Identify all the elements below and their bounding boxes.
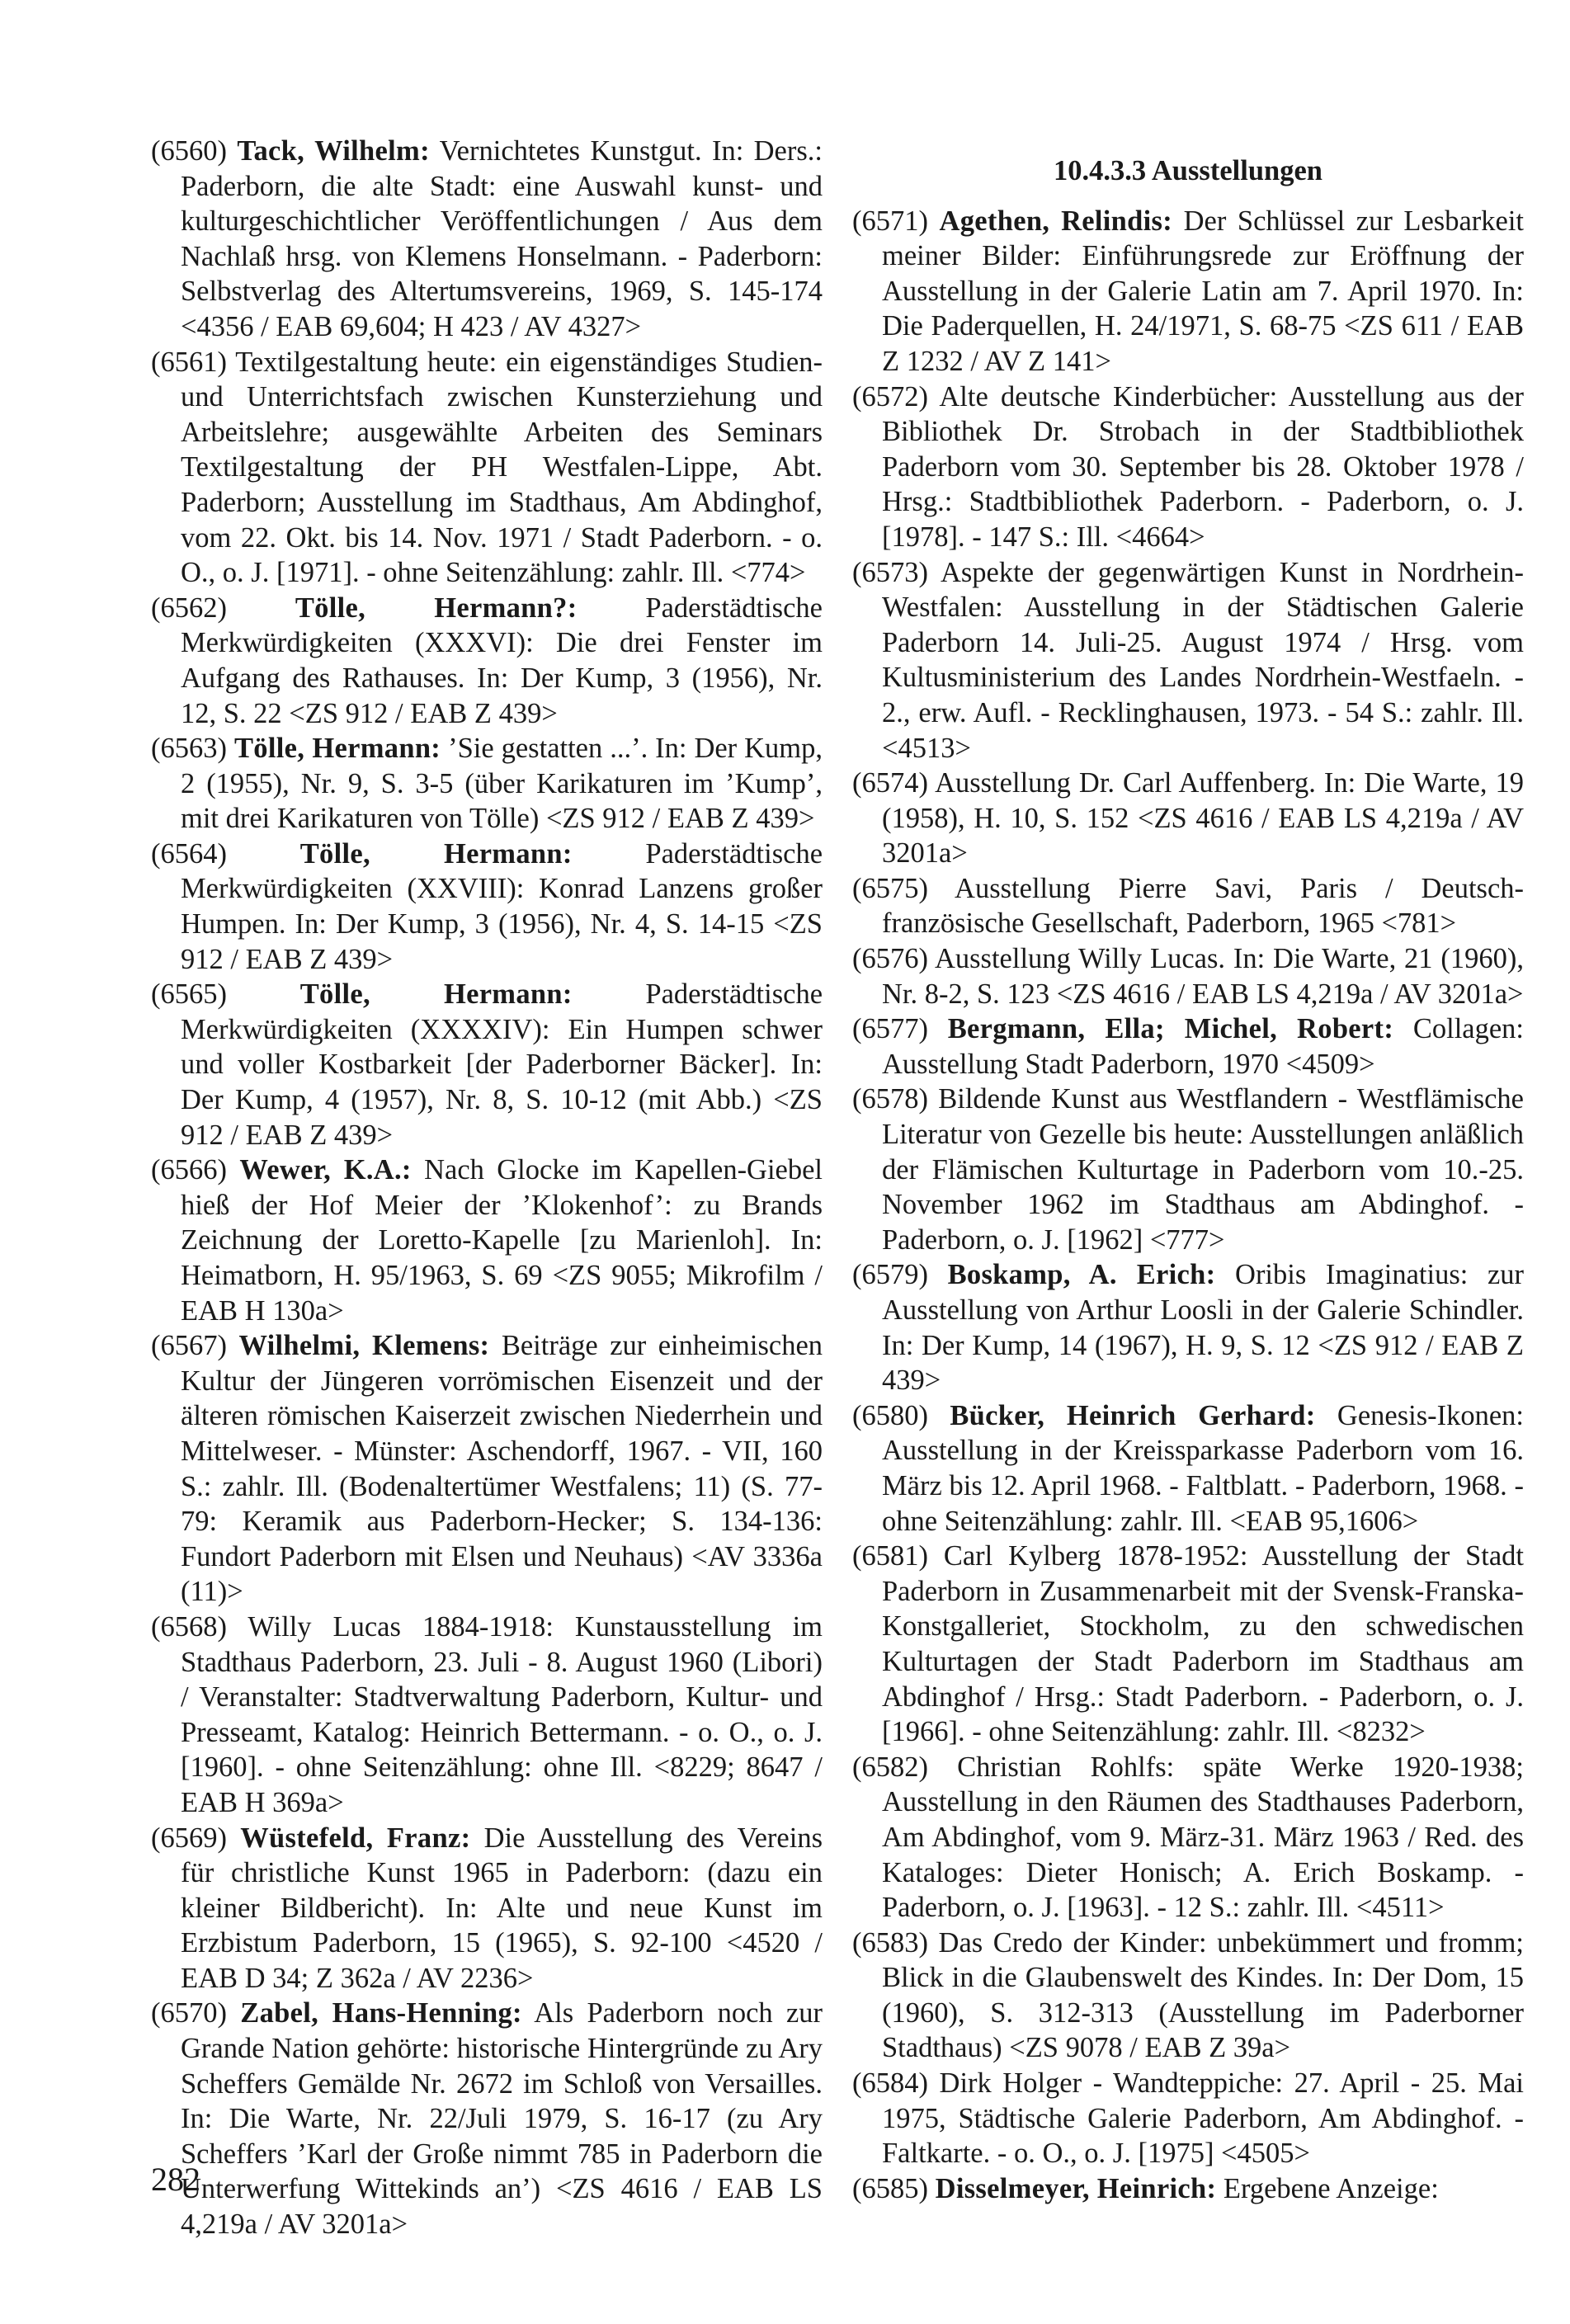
bibliography-entry (852, 2171, 1524, 2207)
bibliography-entry (852, 1398, 1524, 1539)
entry-author: Bücker, Heinrich Gerhard: (950, 1399, 1316, 1431)
entry-text: Christian Rohlfs: späte Werke 1920-1938; Ausstellung in den Räumen des Stadthauses Paderborn, Am Abdinghof, vom 9. März-31. März 1963 / Red. des Kataloges: Dieter Honisch; A. Erich Boskamp. - Paderborn, o. J. [1963]. - 12 S.: zahlr. Ill. <4511> (882, 1751, 1525, 1924)
entry-text: Bildende Kunst aus Westflandern - Westflämische Literatur von Gezelle bis heute: Ausstellungen anläßlich der Flämischen Kulturtage in Paderborn vom 10.-25. November 1962 im Stadthaus am Abdinghof. - Paderborn, o. J. [1962] <777> (882, 1083, 1524, 1256)
entry-text: Paderstädtische Merkwürdigkeiten (XXVIII): Konrad Lanzens großer Humpen. In: Der Kump, 3 (1956), Nr. 4, S. 14-15 <ZS 912 / EAB Z 439> (181, 837, 823, 975)
entry-number: (6563) (151, 733, 227, 765)
entry-number: (6568) (151, 1610, 227, 1643)
entry-number: (6561) (151, 346, 227, 378)
bibliography-entry (151, 1610, 823, 1821)
entry-text: Vernichtetes Kunstgut. In: Ders.: Paderborn, die alte Stadt: eine Auswahl kunst- und kulturgeschichtlicher Veröffentlichungen / Aus dem Nachlaß hrsg. von Klemens Honselmann. - Paderborn: Selbstverlag des Altertumsvereins, 1969, S. 145-174 <4356 / EAB 69,604; H 423 / AV 4327> (181, 135, 823, 342)
bibliography-entry (852, 555, 1524, 766)
bibliography-entry (852, 1750, 1524, 1926)
bibliography-entry (151, 1821, 823, 1996)
entry-text: Collagen: Ausstellung Stadt Paderborn, 1970 <4509> (882, 1013, 1525, 1080)
entry-author: Wilhelmi, Klemens: (238, 1330, 490, 1362)
entry-text: Das Credo der Kinder: unbekümmert und fromm; Blick in die Glaubenswelt des Kindes. In: Der Dom, 15 (1960), S. 312-313 (Ausstellung im Paderborner Stadthaus) <ZS 9078 / EAB Z 39a> (882, 1926, 1525, 2064)
entry-number: (6580) (852, 1399, 928, 1431)
bibliography-entry (151, 1328, 823, 1610)
bibliography-entry (852, 204, 1524, 379)
bibliography-entry (852, 1082, 1524, 1257)
bibliography-entry (151, 837, 823, 977)
entry-number: (6565) (151, 978, 227, 1011)
entry-text: Beiträge zur einheimischen Kultur der Jüngeren vorrömischen Eisenzeit und der älteren römischen Kaiserzeit zwischen Niederrhein und Mittelweser. - Münster: Aschendorff, 1967. - VII, 160 S.: zahlr. Ill. (Bodenaltertümer Westfalens; 11) (S. 77-79: Keramik aus Paderborn-Hecker; S. 134-136: Fundort Paderborn mit Elsen und Neuhaus) <AV 3336a (11)> (181, 1330, 823, 1608)
entry-number: (6574) (852, 767, 928, 799)
entry-text: Paderstädtische Merkwürdigkeiten (XXXVI): Die drei Fenster im Aufgang des Rathauses. In: Der Kump, 3 (1956), Nr. 12, S. 22 <ZS 912 / EAB Z 439> (181, 592, 823, 729)
entry-number: (6573) (852, 556, 928, 588)
bibliography-entry (852, 1926, 1524, 2066)
bibliography-entry (852, 2066, 1524, 2171)
entry-author: Wüstefeld, Franz: (240, 1822, 471, 1854)
bibliography-entry (151, 1996, 823, 2242)
entry-number: (6567) (151, 1330, 227, 1362)
entry-number: (6571) (852, 205, 928, 237)
entry-number: (6578) (852, 1083, 928, 1115)
entry-author: Tölle, Hermann: (299, 837, 573, 870)
section-heading: 10.4.3.3 Ausstellungen (1054, 155, 1322, 186)
bibliography-entry (151, 345, 823, 591)
entry-number: (6569) (151, 1822, 227, 1854)
entry-text: Nach Glocke im Kapellen-Giebel hieß der Hof Meier der ’Klokenhof’: zu Brands Zeichnung der Loretto-Kapelle [zu Marienloh]. In: Heimatborn, H. 95/1963, S. 69 <ZS 9055; Mikrofilm / EAB H 130a> (181, 1154, 823, 1327)
bibliography-entry (852, 871, 1524, 941)
entry-number: (6566) (151, 1154, 227, 1186)
entry-number: (6584) (852, 2067, 928, 2100)
bibliography-entry (852, 1011, 1524, 1082)
entry-text: Aspekte der gegenwärtigen Kunst in Nordrhein-Westfalen: Ausstellung in der Städtischen Galerie Paderborn 14. Juli-25. August 1974 / Hrsg. vom Kultusministerium des Landes Nordrhein-Westfaeln. - 2., erw. Aufl. - Recklinghausen, 1973. - 54 S.: zahlr. Ill. <4513> (882, 556, 1524, 764)
entry-author: Tack, Wilhelm: (237, 135, 430, 167)
entry-text: Ergebene Anzeige: (1223, 2172, 1439, 2204)
entry-text: Carl Kylberg 1878-1952: Ausstellung der Stadt Paderborn in Zusammenarbeit mit der Svensk-Franska-Konstgalleriet, Stockholm, zu den schwedischen Kulturtagen der Stadt Paderborn im Stadthaus am Abdinghof / Hrsg.: Stadt Paderborn. - Paderborn, o. J. [1966]. - ohne Seitenzählung: zahlr. Ill. <8232> (882, 1540, 1524, 1748)
entry-number: (6582) (852, 1751, 928, 1783)
entry-author: Disselmeyer, Heinrich: (935, 2172, 1217, 2204)
entry-author: Boskamp, A. Erich: (947, 1259, 1216, 1291)
entry-text: ’Sie gestatten ...’. In: Der Kump, 2 (1955), Nr. 9, S. 3-5 (über Karikaturen im ’Kump’, mit drei Karikaturen von Tölle) <ZS 912 / EAB Z 439> (181, 733, 823, 835)
bibliography-entry (852, 766, 1524, 871)
bibliography-entry (852, 941, 1524, 1011)
entry-text: Textilgestaltung heute: ein eigenständiges Studien- und Unterrichtsfach zwischen Kunsterziehung und Arbeitslehre; ausgewählte Arbeiten des Seminars Textilgestaltung der PH Westfalen-Lippe, Abt. Paderborn; Ausstellung im Stadthaus, Am Abdinghof, vom 22. Okt. bis 14. Nov. 1971 / Stadt Paderborn. - o. O., o. J. [1971]. - ohne Seitenzählung: zahlr. Ill. <774> (181, 346, 823, 589)
entry-text: Ausstellung Willy Lucas. In: Die Warte, 21 (1960), Nr. 8-2, S. 123 <ZS 4616 / EAB LS 4,219a / AV 3201a> (882, 943, 1524, 1010)
entry-number: (6576) (852, 943, 928, 975)
bibliography-entry (151, 977, 823, 1153)
bibliography-entry (151, 1153, 823, 1328)
entry-text: Genesis-Ikonen: Ausstellung in der Kreissparkasse Paderborn vom 16. März bis 12. April 1968. - Faltblatt. - Paderborn, 1968. - ohne Seitenzählung: zahlr. Ill. <EAB 95,1606> (882, 1399, 1525, 1537)
entry-number: (6575) (852, 872, 928, 904)
entry-author: Tölle, Hermann: (299, 978, 573, 1011)
entry-text: Als Paderborn noch zur Grande Nation gehörte: historische Hintergründe zu Ary Scheffers Gemälde Nr. 2672 im Schloß von Versailles. In: Die Warte, Nr. 22/Juli 1979, S. 16-17 (zu Ary Scheffers ’Karl der Große nimmt 785 in Paderborn die Unterwerfung Wittekinds an’) <ZS 4616 / EAB LS 4,219a / AV 3201a> (181, 1997, 823, 2241)
entry-number: (6572) (852, 380, 928, 412)
entry-text: Willy Lucas 1884-1918: Kunstausstellung im Stadthaus Paderborn, 23. Juli - 8. August 1960 (Libori) / Veranstalter: Stadtverwaltung Paderborn, Kultur- und Presseamt, Katalog: Heinrich Bettermann. - o. O., o. J. [1960]. - ohne Seitenzählung: ohne Ill. <8229; 8647 / EAB H 369a> (181, 1610, 823, 1818)
bibliography-entry (852, 1257, 1524, 1398)
page-number: 282 (151, 2161, 200, 2198)
entry-text: Ausstellung Dr. Carl Auffenberg. In: Die Warte, 19 (1958), H. 10, S. 152 <ZS 4616 / EAB LS 4,219a / AV 3201a> (882, 767, 1524, 870)
entry-author: Tölle, Hermann?: (295, 592, 578, 624)
right-column (852, 134, 1524, 2206)
entry-number: (6562) (151, 592, 227, 624)
entry-text: Dirk Holger - Wandteppiche: 27. April - 25. Mai 1975, Städtische Galerie Paderborn, Am Abdinghof. - Faltkarte. - o. O., o. J. [1975] <4505> (882, 2067, 1525, 2170)
entry-text: Paderstädtische Merkwürdigkeiten (XXXXIV): Ein Humpen schwer und voller Kostbarkeit [der Paderborner Bäcker]. In: Der Kump, 4 (1957), Nr. 8, S. 10-12 (mit Abb.) <ZS 912 / EAB Z 439> (181, 978, 823, 1151)
entry-author: Wewer, K.A.: (239, 1154, 412, 1186)
bibliography-entry (852, 1539, 1524, 1750)
entry-author: Tölle, Hermann: (233, 733, 441, 765)
entry-text: Alte deutsche Kinderbücher: Ausstellung aus der Bibliothek Dr. Strobach in der Stadtbibliothek Paderborn vom 30. September bis 28. Oktober 1978 / Hrsg.: Stadtbibliothek Paderborn. - Paderborn, o. J. [1978]. - 147 S.: Ill. <4664> (882, 380, 1524, 553)
entry-text: Die Ausstellung des Vereins für christliche Kunst 1965 in Paderborn: (dazu ein kleiner Bildbericht). In: Alte und neue Kunst im Erzbistum Paderborn, 15 (1965), S. 92-100 <4520 / EAB D 34; Z 362a / AV 2236> (181, 1822, 823, 1994)
entry-author: Agethen, Relindis: (939, 205, 1173, 237)
bibliography-entry (151, 134, 823, 345)
entry-text: Oribis Imaginatius: zur Ausstellung von Arthur Loosli in der Galerie Schindler. In: Der Kump, 14 (1967), H. 9, S. 12 <ZS 912 / EAB Z 439> (882, 1259, 1525, 1397)
entry-number: (6577) (852, 1013, 928, 1045)
entry-author: Bergmann, Ella; Michel, Robert: (947, 1013, 1394, 1045)
entry-number: (6581) (852, 1540, 928, 1572)
bibliography-entry (852, 379, 1524, 555)
entry-number: (6570) (151, 1997, 227, 2029)
entry-number: (6579) (852, 1259, 928, 1291)
entry-number: (6585) (852, 2172, 928, 2204)
entry-number: (6583) (852, 1926, 928, 1959)
entry-author: Zabel, Hans-Henning: (240, 1997, 522, 2029)
entry-text: Der Schlüssel zur Lesbarkeit meiner Bilder: Einführungsrede zur Eröffnung der Ausstellung in der Galerie Latin am 7. April 1970. In: Die Paderquellen, H. 24/1971, S. 68-75 <ZS 611 / EAB Z 1232 / AV Z 141> (882, 205, 1525, 377)
entry-text: Ausstellung Pierre Savi, Paris / Deutsch-französische Gesellschaft, Paderborn, 1965 <781> (882, 872, 1525, 940)
entry-number: (6560) (151, 135, 227, 167)
entry-number: (6564) (151, 837, 227, 870)
bibliography-entry (151, 591, 823, 731)
bibliography-entry (151, 731, 823, 837)
left-column (151, 134, 823, 2242)
